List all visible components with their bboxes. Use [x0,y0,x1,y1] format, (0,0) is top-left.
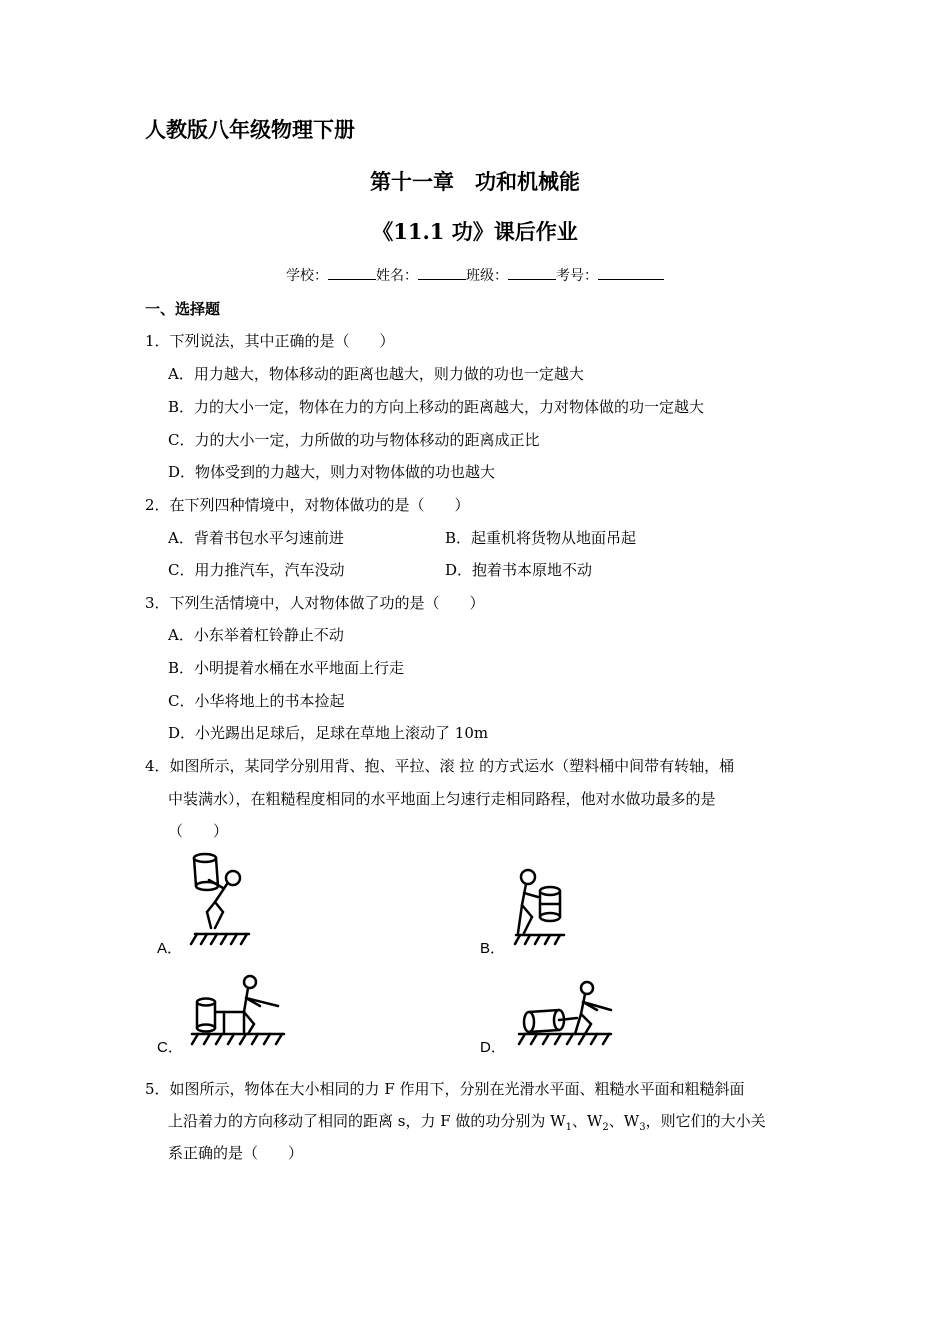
question-2-option-a[interactable]: A．背着书包水平匀速前进 [168,529,344,547]
section-heading: 一、选择题 [145,300,221,318]
question-1-option-a[interactable]: A．用力越大，物体移动的距离也越大，则力做的功也一定越大 [168,365,584,383]
question-5-stem-line-3: 系正确的是（ ） [168,1144,304,1162]
question-3-stem: 3．下列生活情境中，人对物体做了功的是（ ） [145,594,485,612]
question-4-stem-line-2: 中装满水），在粗糙程度相同的水平地面上匀速行走相同路程，他对水做功最多的是 [168,790,716,808]
question-3-option-d[interactable]: D．小光踢出足球后，足球在草地上滚动了 10m [168,724,489,742]
question-5-stem-line-1: 5．如图所示，物体在大小相同的力 F 作用下，分别在光滑水平面、粗糙水平面和粗糙斜面 [145,1080,745,1098]
name-blank[interactable] [418,265,466,280]
question-5-text-a: 上沿着力的方向移动了相同的距离 s，力 F 做的功分别为 W [168,1112,566,1130]
school-blank[interactable] [328,265,376,280]
question-1-stem: 1．下列说法，其中正确的是（ ） [145,332,395,350]
question-2-stem: 2．在下列四种情境中，对物体做功的是（ ） [145,496,470,514]
class-label: 班级： [466,268,508,284]
figure-a-label[interactable]: A． [157,940,183,957]
lesson-title: 《11.1 功》课后作业 [372,219,578,244]
question-5-text-c: 、W [608,1112,640,1130]
question-2-option-d[interactable]: D．抱着书本原地不动 [445,561,593,579]
figure-c-label[interactable]: C． [157,1039,183,1056]
question-1-option-d[interactable]: D．物体受到的力越大，则力对物体做的功也越大 [168,463,496,481]
figure-b-label[interactable]: B． [480,940,506,957]
question-3-option-c[interactable]: C．小华将地上的书本捡起 [168,692,345,710]
student-info-line [0,265,950,285]
figure-d-roll-pull [515,980,615,1052]
question-3-option-a[interactable]: A．小东举着杠铃静止不动 [168,626,344,644]
w2-subscript: 2 [602,1122,609,1133]
number-label: 考号： [556,268,598,284]
school-label: 学校： [286,268,328,284]
figure-d-label[interactable]: D． [480,1039,506,1056]
question-4-stem-line-1: 4．如图所示，某同学分别用背、抱、平拉、滚 拉 的方式运水（塑料桶中间带有转轴，桶 [145,757,735,775]
name-label: 姓名： [376,268,418,284]
question-5-text-b: 、W [571,1112,603,1130]
book-title: 人教版八年级物理下册 [145,118,355,142]
class-blank[interactable] [508,265,556,280]
figure-b-arm-carry [510,865,570,950]
question-2-option-b[interactable]: B．起重机将货物从地面吊起 [445,529,637,547]
question-5-text-d: ，则它们的大小关 [645,1112,766,1130]
question-2-option-c[interactable]: C．用力推汽车，汽车没动 [168,561,345,579]
question-4-stem-line-3: （ ） [168,822,229,840]
question-5-stem-line-2 [168,1110,766,1133]
chapter-title: 第十一章 功和机械能 [370,170,580,194]
figure-c-flat-pull [188,972,288,1052]
number-blank[interactable] [598,265,664,280]
question-1-option-c[interactable]: C．力的大小一定，力所做的功与物体移动的距离成正比 [168,431,540,449]
w3-subscript: 3 [639,1122,646,1133]
question-1-option-b[interactable]: B．力的大小一定，物体在力的方向上移动的距离越大，力对物体做的功一定越大 [168,398,705,416]
w1-subscript: 1 [565,1122,572,1133]
question-3-option-b[interactable]: B．小明提着水桶在水平地面上行走 [168,659,405,677]
figure-a-back-carry [185,850,255,950]
